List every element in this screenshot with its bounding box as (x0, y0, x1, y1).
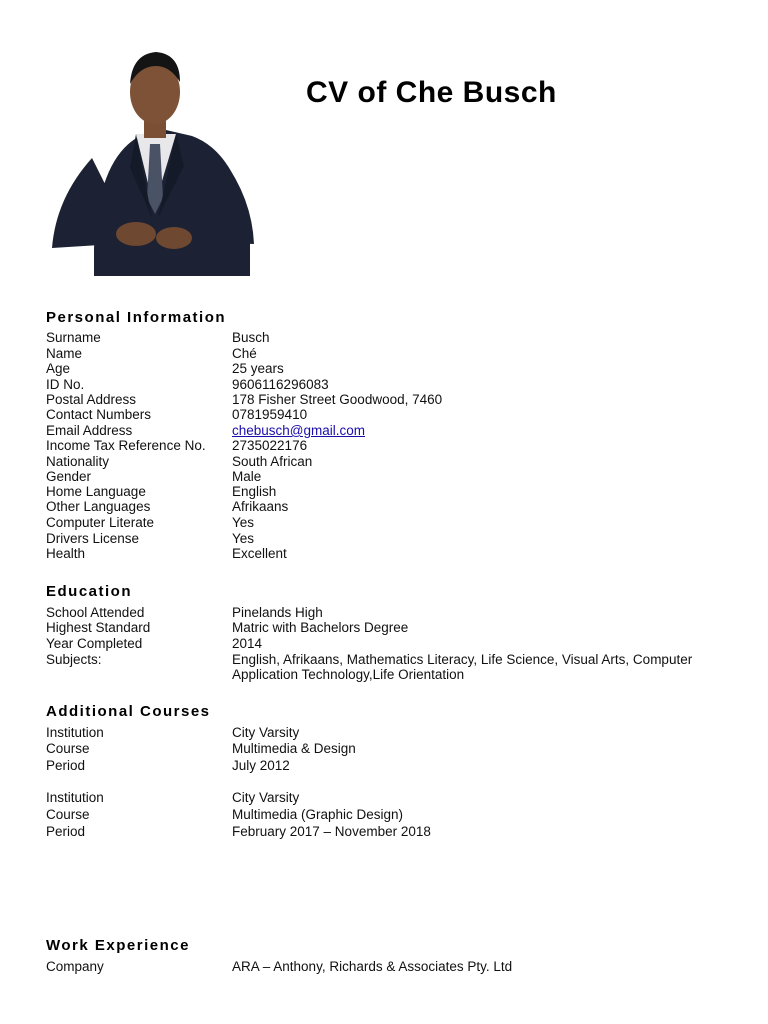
row-value: Ché (232, 346, 257, 361)
row-label: Course (46, 741, 90, 756)
row-label: Company (46, 959, 104, 974)
row-value: Yes (232, 515, 255, 530)
row-value: Excellent (232, 546, 287, 561)
work-heading: Work Experience (46, 937, 190, 954)
row-value: Pinelands High (232, 605, 323, 620)
row-value: 2735022176 (232, 438, 308, 453)
row-value: 0781959410 (232, 407, 308, 422)
row-value: Multimedia (Graphic Design) (232, 807, 404, 822)
row-value: English, Afrikaans, Mathematics Literacy, Life Science, Visual Arts, Computer Application Technology,Life Orientation (232, 652, 693, 682)
row-value: Male (232, 469, 262, 484)
row-value: English (232, 484, 277, 499)
row-value: Matric with Bachelors Degree (232, 620, 409, 635)
row-label: Highest Standard (46, 620, 151, 635)
row-label: Nationality (46, 454, 110, 469)
row-label: Drivers License (46, 531, 140, 546)
email-link[interactable]: chebusch@gmail.com (232, 423, 366, 438)
row-label: Subjects: (46, 652, 102, 667)
row-label: Home Language (46, 484, 146, 499)
row-label: Period (46, 758, 86, 773)
row-label: Email Address (46, 423, 133, 438)
row-value: 2014 (232, 636, 263, 651)
row-value: City Varsity (232, 790, 300, 805)
row-value: Multimedia & Design (232, 741, 356, 756)
row-label: Surname (46, 330, 101, 345)
row-label: Institution (46, 725, 104, 740)
row-value: City Varsity (232, 725, 300, 740)
row-label: Health (46, 546, 86, 561)
profile-photo (46, 48, 260, 276)
portrait-image (46, 48, 260, 276)
row-label: Institution (46, 790, 104, 805)
row-label: Postal Address (46, 392, 137, 407)
personal-info-heading: Personal Information (46, 309, 227, 326)
row-label: Period (46, 824, 86, 839)
row-value: 25 years (232, 361, 284, 376)
row-label: Age (46, 361, 71, 376)
row-value: South African (232, 454, 313, 469)
row-label: Gender (46, 469, 92, 484)
row-value: Yes (232, 531, 255, 546)
row-label: Other Languages (46, 499, 151, 514)
row-label: Contact Numbers (46, 407, 152, 422)
row-label: Year Completed (46, 636, 143, 651)
row-value: 9606116296083 (232, 377, 329, 392)
row-value: July 2012 (232, 758, 290, 773)
row-value: Afrikaans (232, 499, 289, 514)
row-value: 178 Fisher Street Goodwood, 7460 (232, 392, 443, 407)
row-label: Name (46, 346, 83, 361)
courses-heading: Additional Courses (46, 703, 211, 720)
row-value: February 2017 – November 2018 (232, 824, 431, 839)
row-value: Busch (232, 330, 270, 345)
row-label: Computer Literate (46, 515, 155, 530)
row-label: Course (46, 807, 90, 822)
row-label: Income Tax Reference No. (46, 438, 206, 453)
education-heading: Education (46, 583, 133, 600)
row-label: ID No. (46, 377, 85, 392)
row-label: School Attended (46, 605, 145, 620)
row-value: ARA – Anthony, Richards & Associates Pty. Ltd (232, 959, 513, 974)
cv-title: CV of Che Busch (306, 76, 557, 109)
